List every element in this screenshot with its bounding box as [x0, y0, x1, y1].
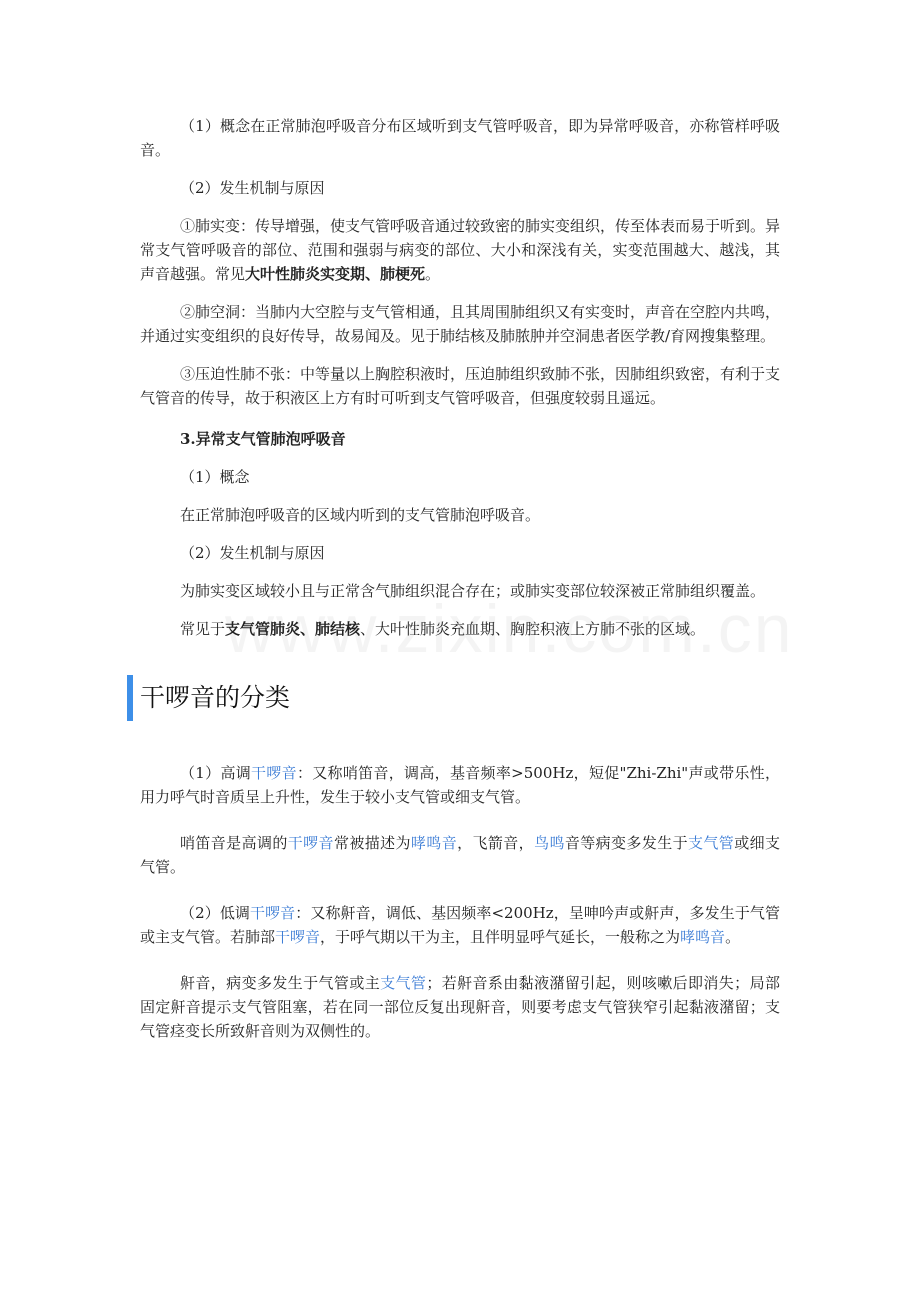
text-run: （1）高调	[180, 764, 252, 782]
text-run: ，飞箭音，	[457, 834, 535, 852]
text-run: 或细支气管。	[140, 834, 780, 876]
text-run: （2）低调	[180, 904, 250, 922]
subheading-bronchovesicular: 3.异常支气管肺泡呼吸音	[180, 430, 346, 448]
text-run: 哨笛音是高调的	[180, 834, 288, 852]
text-run: ：又称鼾音，调低、基因频率<200Hz，呈呻吟声或鼾声，多发生于气管或主支气管。若肺部	[140, 904, 780, 946]
text-run: ①肺实变：传导增强，使支气管呼吸音通过较致密的肺实变组织，传至体表而易于听到。异常支气管呼吸音的部位、范围和强弱与病变的部位、大小和深浅有关，实变范围越大、越浅，其声音越强。常见	[140, 217, 781, 283]
paragraph-mechanism-text: 为肺实变区域较小且与正常含气肺组织混合存在；或肺实变部位较深被正常肺组织覆盖。	[180, 582, 766, 600]
text-run: ：又称哨笛音，调高，基音频率>500Hz，短促"Zhi-Zhi"声或带乐性，用力呼气时音质呈上升性，发生于较小支气管或细支气管。	[140, 764, 780, 806]
paragraph-atelectasis: ③压迫性肺不张：中等量以上胸腔积液时，压迫肺组织致肺不张，因肺组织致密，有利于支气管音的传导，故于积液区上方有时可听到支气管呼吸音，但强度较弱且遥远。	[140, 365, 781, 407]
link-wheeze[interactable]: 哮鸣音	[680, 928, 726, 946]
paragraph-concept-text: 在正常肺泡呼吸音的区域内听到的支气管肺泡呼吸音。	[180, 506, 541, 524]
paragraph-high-pitch	[140, 761, 780, 809]
section-heading-bar	[127, 675, 133, 721]
link-dry-rale[interactable]: 干啰音	[250, 904, 296, 922]
bold-text: 大叶性肺炎实变期、肺梗死	[245, 265, 426, 283]
link-dry-rale[interactable]: 干啰音	[275, 928, 321, 946]
link-dry-rale[interactable]: 干啰音	[251, 764, 297, 782]
link-wheeze[interactable]: 哮鸣音	[410, 834, 458, 852]
paragraph-low-pitch	[140, 901, 780, 949]
link-bronchus[interactable]: 支气管	[380, 974, 427, 992]
text-run: 鼾音，病变多发生于气管或主	[180, 974, 381, 992]
paragraph-mechanism-heading: （2）发生机制与原因	[180, 179, 325, 197]
text-run: 常见于	[180, 620, 226, 638]
paragraph-snoring	[140, 971, 780, 1043]
paragraph-whistle	[140, 831, 780, 879]
text-run: 。	[725, 928, 741, 946]
bold-text: 支气管肺炎、肺结核	[225, 620, 361, 638]
link-bird-call[interactable]: 鸟鸣	[534, 834, 565, 852]
text-run: ；若鼾音系由黏液潴留引起，则咳嗽后即消失；局部固定鼾音提示支气管阻塞，若在同一部位反复出现鼾音，则要考虑支气管狭窄引起黏液潴留；支气管痉变长所致鼾音则为双侧性的。	[140, 974, 780, 1040]
text-run: ，于呼气期以干为主，且伴明显呼气延长，一般称之为	[320, 928, 681, 946]
text-run: 、大叶性肺炎充血期、胸腔积液上方肺不张的区域。	[360, 620, 706, 638]
text-run: 常被描述为	[333, 834, 411, 852]
paragraph-concept-heading: （1）概念	[180, 468, 250, 486]
section-heading-text: 干啰音的分类	[140, 683, 291, 712]
document-body	[140, 114, 780, 1043]
link-bronchus[interactable]: 支气管	[688, 834, 735, 852]
paragraph-lung-consolidation	[140, 214, 780, 286]
paragraph-mechanism-heading-2: （2）发生机制与原因	[180, 544, 325, 562]
text-run: 音等病变多发生于	[564, 834, 688, 852]
paragraph-lung-cavity: ②肺空洞：当肺内大空腔与支气管相通，且其周围肺组织又有实变时，声音在空腔内共鸣，并通过实变组织的良好传导，故易闻及。见于肺结核及肺脓肿并空洞患者医学教/育网搜集整理。	[140, 303, 781, 345]
link-dry-rale[interactable]: 干啰音	[287, 834, 334, 852]
paragraph-common-causes	[140, 617, 780, 641]
section-heading	[127, 675, 780, 721]
text-run: 。	[425, 265, 441, 283]
paragraph-concept: （1）概念在正常肺泡呼吸音分布区域听到支气管呼吸音，即为异常呼吸音，亦称管样呼吸音。	[140, 117, 780, 159]
